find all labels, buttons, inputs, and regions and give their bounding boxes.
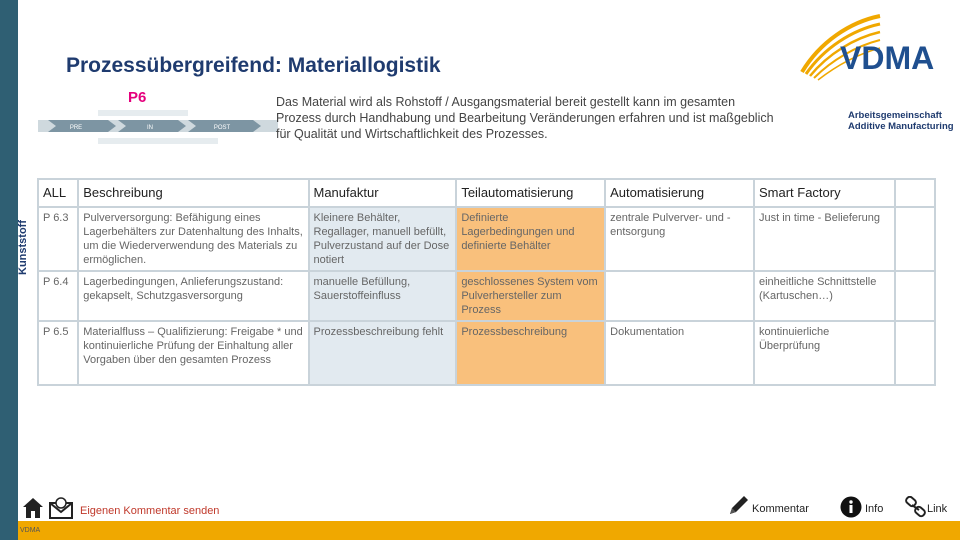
cell-automatisierung[interactable]: zentrale Pulverver- und -entsorgung [605, 207, 754, 271]
logo-sub-line1: Arbeitsgemeinschaft [848, 110, 942, 121]
process-code: P6 [128, 89, 147, 106]
header-smart-factory: Smart Factory [754, 179, 895, 207]
cell-manufaktur[interactable]: manuelle Befüllung, Sauerstoffeinfluss [309, 271, 457, 321]
mail-comment-icon[interactable] [49, 497, 73, 519]
info-icon[interactable] [840, 496, 862, 518]
header-automatisierung: Automatisierung [605, 179, 754, 207]
page-title: Prozessübergreifend: Materiallogistik [66, 54, 441, 77]
header-beschreibung: Beschreibung [78, 179, 308, 207]
stage-post: POST [213, 125, 231, 131]
cell-smart-factory[interactable]: kontinuierliche Überprüfung [754, 321, 895, 385]
row-beschreibung: Materialfluss – Qualifizierung: Freigabe * und kontinuierliche Prüfung der Einhaltung aller Vorgaben über den gesamten Prozess [78, 321, 308, 385]
kommentar-link[interactable]: Kommentar [752, 503, 809, 515]
cell-manufaktur[interactable]: Kleinere Behälter, Regallager, manuell befüllt, Pulverzustand auf der Dose notiert [309, 207, 457, 271]
cell-teilautomatisierung[interactable]: geschlossenes System vom Pulverhersteller zum Prozess [456, 271, 605, 321]
logo-sub-line2: Additive Manufacturing [848, 121, 954, 132]
stage-pre: PRE [69, 125, 83, 131]
header-manufaktur: Manufaktur [309, 179, 457, 207]
stage-in: IN [147, 125, 153, 131]
table-header-row [38, 179, 935, 207]
cell-extra[interactable] [895, 321, 935, 385]
row-code[interactable]: P 6.4 [38, 271, 78, 321]
home-icon[interactable] [22, 497, 44, 519]
row-code[interactable]: P 6.5 [38, 321, 78, 385]
row-code[interactable]: P 6.3 [38, 207, 78, 271]
maturity-matrix [37, 178, 936, 386]
link-icon[interactable] [904, 496, 928, 518]
row-beschreibung: Lagerbedingungen, Anlieferungszustand: gekapselt, Schutzgasversorgung [78, 271, 308, 321]
header-teilautomatisierung: Teilautomatisierung [456, 179, 605, 207]
bottom-accent-bar [18, 521, 960, 540]
link-link[interactable]: Link [927, 503, 948, 515]
description-text: Das Material wird als Rohstoff / Ausgangsmaterial bereit gestellt kann im gesamten Prozess durch Handhabung und Bearbeitung Veränderungen erfahren und ist maßgeblich für Qualität und Wirtschaftlichkeit des Prozesses. [276, 95, 774, 141]
footer-brand: VDMA [20, 527, 41, 534]
header-extra [895, 179, 935, 207]
send-comment-link[interactable]: Eigenen Kommentar senden [80, 505, 220, 517]
material-side-label: Kunststoff [17, 220, 29, 276]
table-row [38, 321, 935, 385]
table-row [38, 207, 935, 271]
cell-automatisierung[interactable] [605, 271, 754, 321]
table-row [38, 271, 935, 321]
bottom-left-block [0, 521, 18, 540]
info-link[interactable]: Info [865, 503, 884, 515]
cell-teilautomatisierung[interactable]: Definierte Lagerbedingungen und definierte Behälter [456, 207, 605, 271]
cell-extra[interactable] [895, 207, 935, 271]
row-beschreibung: Pulverversorgung: Befähigung eines Lagerbehälters zur Datenhaltung des Inhalts, um die Wiederverwendung des Materials zu ermöglichen. [78, 207, 308, 271]
logo-wordmark: VDMA [840, 40, 935, 76]
cell-smart-factory[interactable]: einheitliche Schnittstelle (Kartuschen…) [754, 271, 895, 321]
pen-icon[interactable] [726, 494, 750, 518]
cell-extra[interactable] [895, 271, 935, 321]
cell-automatisierung[interactable]: Dokumentation [605, 321, 754, 385]
left-accent-bar [0, 0, 18, 540]
process-diagram [38, 108, 278, 150]
logo-subtitle [848, 110, 954, 132]
cell-smart-factory[interactable]: Just in time - Belieferung [754, 207, 895, 271]
cell-manufaktur[interactable]: Prozessbeschreibung fehlt [309, 321, 457, 385]
cell-teilautomatisierung[interactable]: Prozessbeschreibung [456, 321, 605, 385]
header-all[interactable]: ALL [38, 179, 78, 207]
